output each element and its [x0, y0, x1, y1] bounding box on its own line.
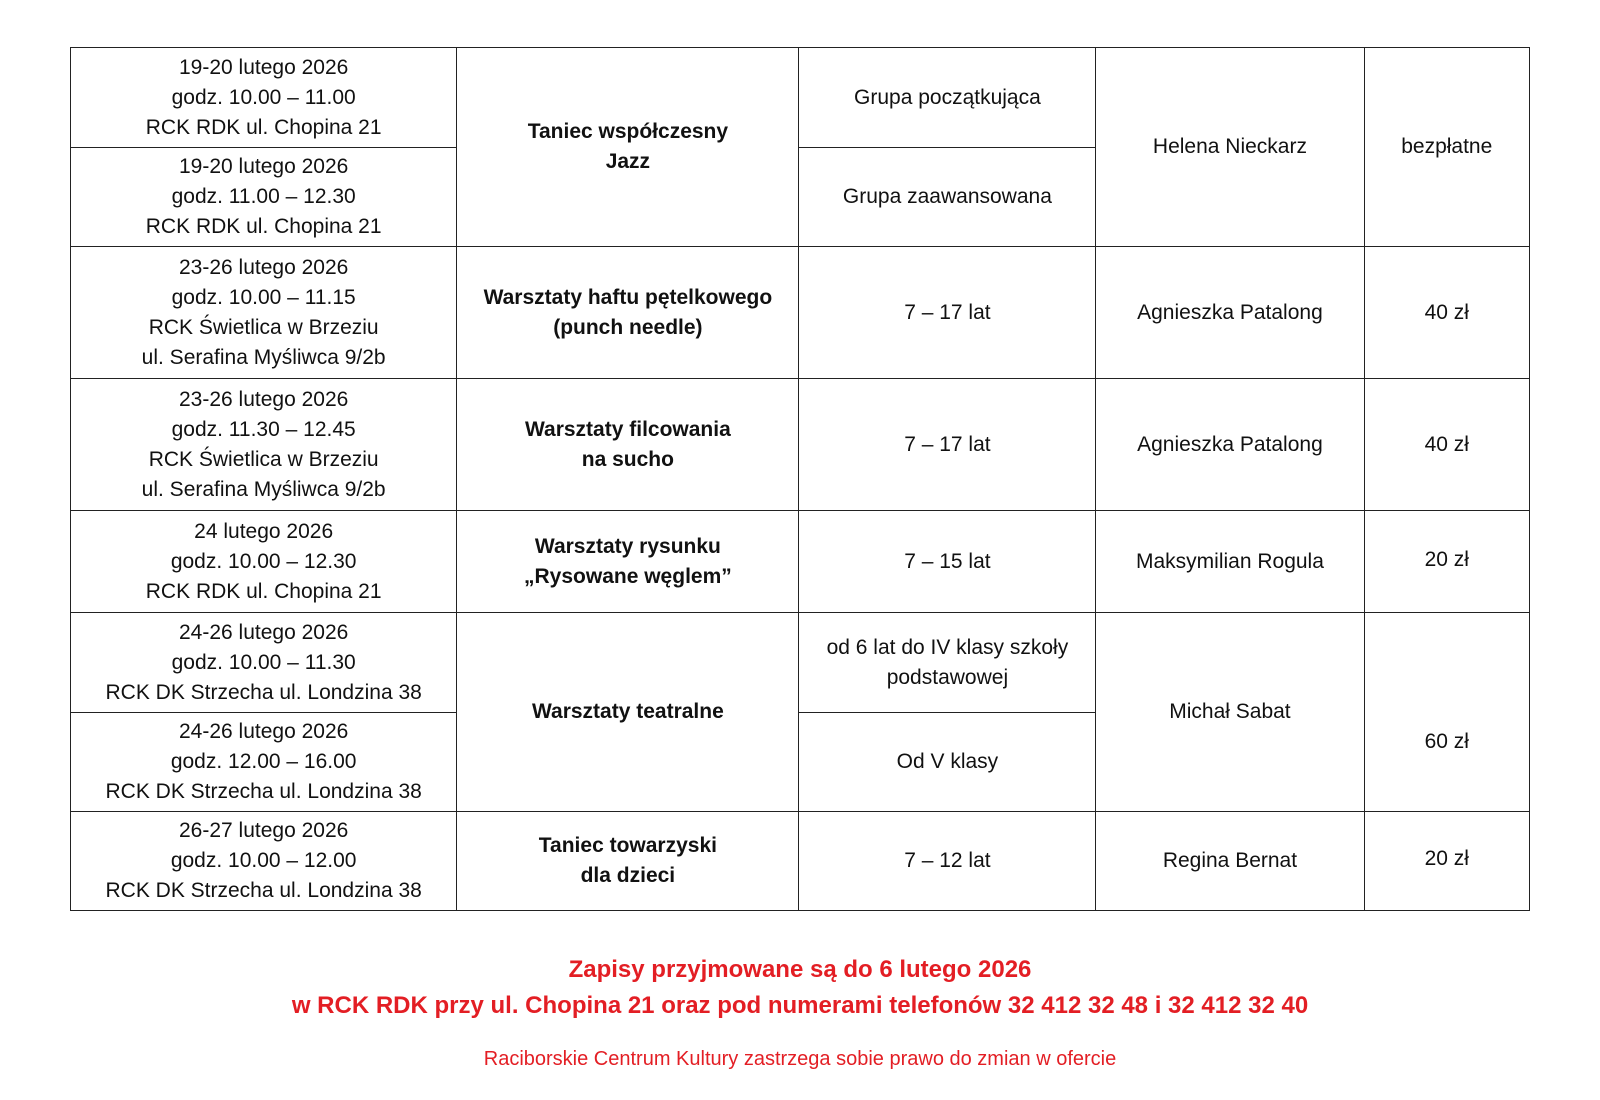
group-label: podstawowej — [886, 665, 1009, 689]
address-line: ul. Serafina Myśliwca 9/2b — [141, 477, 386, 501]
workshop-title-line: Warsztaty teatralne — [531, 700, 724, 723]
date-line: 23-26 lutego 2026 — [179, 387, 349, 411]
group-label: Grupa początkująca — [854, 85, 1041, 109]
venue-line: RCK RDK ul. Chopina 21 — [145, 115, 382, 139]
instructor-cell — [1096, 511, 1364, 613]
table-row — [71, 613, 1530, 713]
date-cell — [71, 379, 457, 511]
fee-value: 40 zł — [1424, 432, 1469, 456]
fee-cell — [1364, 613, 1529, 812]
venue-line: RCK DK Strzecha ul. Londzina 38 — [105, 780, 422, 803]
venue-line: RCK Świetlica w Brzeziu — [148, 315, 379, 339]
instructor-name: Helena Nieckarz — [1152, 135, 1307, 158]
time-line: godz. 11.30 – 12.45 — [171, 417, 356, 441]
table-row — [71, 379, 1530, 511]
instructor-cell — [1096, 812, 1364, 911]
date-line: 19-20 lutego 2026 — [179, 155, 349, 178]
group-label: 7 – 17 lat — [904, 300, 991, 324]
workshop-title-line: Taniec towarzyski — [538, 834, 717, 857]
date-line: 24-26 lutego 2026 — [179, 720, 349, 743]
workshop-title-line: Warsztaty rysunku — [534, 534, 721, 558]
group-label: od 6 lat do IV klasy szkoły — [826, 635, 1069, 659]
fee-cell — [1364, 511, 1529, 613]
group-label: 7 – 12 lat — [904, 849, 991, 872]
time-line: godz. 10.00 – 11.30 — [171, 650, 356, 674]
workshop-title-cell — [457, 379, 799, 511]
venue-line: RCK RDK ul. Chopina 21 — [145, 215, 382, 238]
date-cell — [71, 812, 457, 911]
workshop-title-line: dla dzieci — [580, 864, 676, 887]
workshop-title-line: (punch needle) — [553, 315, 703, 339]
instructor-name: Michał Sabat — [1169, 700, 1291, 723]
fee-cell — [1364, 379, 1529, 511]
fee-cell — [1364, 812, 1529, 911]
group-cell — [799, 247, 1096, 379]
instructor-cell — [1096, 379, 1364, 511]
workshop-title-cell — [457, 48, 799, 247]
instructor-cell — [1096, 247, 1364, 379]
time-line: godz. 11.00 – 12.30 — [171, 185, 356, 208]
date-cell — [71, 613, 457, 713]
instructor-name: Agnieszka Patalong — [1137, 300, 1323, 324]
group-cell — [799, 148, 1096, 247]
fee-value: 60 zł — [1424, 730, 1469, 753]
workshop-title-line: „Rysowane węglem” — [524, 564, 732, 588]
workshop-title-line: Jazz — [605, 150, 651, 173]
fee-value: 20 zł — [1424, 547, 1469, 571]
offer-change-disclaimer: Raciborskie Centrum Kultury zastrzega sobie prawo do zmian w ofercie — [483, 1048, 1117, 1070]
instructor-cell — [1096, 48, 1364, 247]
date-cell — [71, 247, 457, 379]
workshop-title-cell — [457, 247, 799, 379]
workshop-title-cell — [457, 613, 799, 812]
group-label: Grupa zaawansowana — [842, 185, 1052, 208]
fee-cell — [1364, 48, 1529, 247]
table-row — [71, 812, 1530, 911]
date-line: 23-26 lutego 2026 — [179, 255, 349, 279]
date-line: 24-26 lutego 2026 — [179, 620, 349, 644]
table-row — [71, 48, 1530, 148]
workshop-schedule-table — [70, 47, 1530, 911]
venue-line: RCK RDK ul. Chopina 21 — [145, 579, 382, 603]
address-line: ul. Serafina Myśliwca 9/2b — [141, 345, 386, 369]
time-line: godz. 10.00 – 12.00 — [170, 849, 357, 872]
table-row — [71, 247, 1530, 379]
fee-value: 40 zł — [1424, 300, 1469, 324]
workshop-title-line: Taniec współczesny — [527, 120, 729, 143]
instructor-name: Regina Bernat — [1162, 849, 1298, 872]
group-cell — [799, 713, 1096, 812]
date-line: 19-20 lutego 2026 — [179, 55, 349, 79]
venue-line: RCK Świetlica w Brzeziu — [148, 447, 379, 471]
group-label: 7 – 15 lat — [904, 549, 991, 573]
group-cell — [799, 48, 1096, 148]
workshop-title-line: na sucho — [581, 447, 674, 471]
workshop-title-cell — [457, 812, 799, 911]
registration-contact-notice: w RCK RDK przy ul. Chopina 21 oraz pod numerami telefonów 32 412 32 48 i 32 412 32 40 — [291, 992, 1309, 1019]
group-cell — [799, 379, 1096, 511]
time-line: godz. 10.00 – 11.00 — [171, 85, 356, 109]
group-label: Od V klasy — [896, 750, 999, 773]
instructor-cell — [1096, 613, 1364, 812]
workshop-title-line: Warsztaty filcowania — [524, 417, 731, 441]
date-cell — [71, 148, 457, 247]
group-cell — [799, 812, 1096, 911]
table-row — [71, 511, 1530, 613]
group-label: 7 – 17 lat — [904, 432, 991, 456]
workshop-title-line: Warsztaty haftu pętelkowego — [483, 285, 773, 309]
venue-line: RCK DK Strzecha ul. Londzina 38 — [105, 680, 422, 704]
workshop-title-cell — [457, 511, 799, 613]
instructor-name: Agnieszka Patalong — [1137, 432, 1323, 456]
time-line: godz. 12.00 – 16.00 — [170, 750, 357, 773]
registration-deadline-notice: Zapisy przyjmowane są do 6 lutego 2026 — [568, 956, 1032, 983]
date-cell — [71, 713, 457, 812]
group-cell — [799, 613, 1096, 713]
date-cell — [71, 48, 457, 148]
instructor-name: Maksymilian Rogula — [1136, 549, 1324, 573]
fee-value: 20 zł — [1424, 847, 1469, 870]
fee-value: bezpłatne — [1401, 135, 1493, 158]
fee-cell — [1364, 247, 1529, 379]
group-cell — [799, 511, 1096, 613]
date-line: 24 lutego 2026 — [194, 519, 334, 543]
date-cell — [71, 511, 457, 613]
time-line: godz. 10.00 – 11.15 — [171, 285, 356, 309]
time-line: godz. 10.00 – 12.30 — [170, 549, 357, 573]
date-line: 26-27 lutego 2026 — [179, 819, 349, 842]
venue-line: RCK DK Strzecha ul. Londzina 38 — [105, 879, 422, 902]
